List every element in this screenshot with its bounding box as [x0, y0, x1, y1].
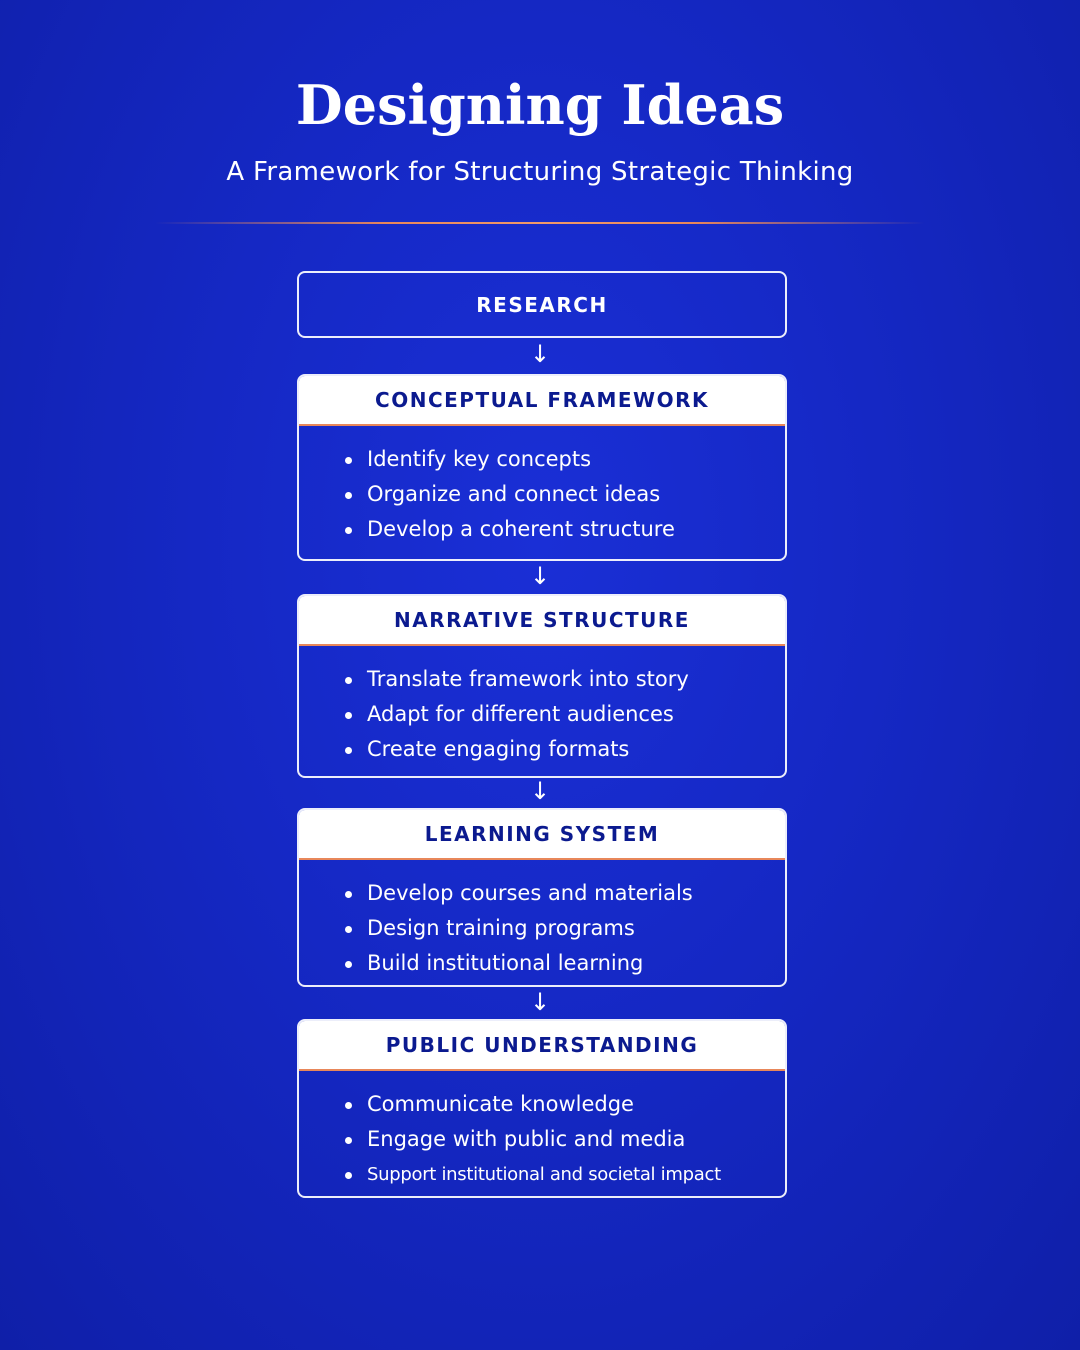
arrow-down-icon: ↓ — [529, 340, 551, 368]
research-label: RESEARCH — [476, 292, 608, 317]
stage-list — [299, 1071, 785, 1192]
stage-title: CONCEPTUAL FRAMEWORK — [299, 376, 785, 426]
stage-box-learning-system — [297, 808, 787, 987]
title-divider — [155, 222, 925, 224]
list-item: Build institutional learning — [345, 946, 785, 981]
stage-list — [299, 646, 785, 767]
stage-list — [299, 860, 785, 981]
stage-title: PUBLIC UNDERSTANDING — [299, 1021, 785, 1071]
research-box — [297, 271, 787, 338]
list-item: Support institutional and societal impact — [345, 1157, 785, 1192]
stage-title: LEARNING SYSTEM — [299, 810, 785, 860]
stage-box-public-understanding — [297, 1019, 787, 1198]
list-item: Identify key concepts — [345, 442, 785, 477]
arrow-down-icon: ↓ — [529, 988, 551, 1016]
stage-list — [299, 426, 785, 547]
page-title: Designing Ideas — [295, 73, 785, 137]
arrow-down-icon: ↓ — [529, 777, 551, 805]
list-item: Design training programs — [345, 911, 785, 946]
list-item: Develop courses and materials — [345, 876, 785, 911]
arrow-down-icon: ↓ — [529, 562, 551, 590]
list-item: Adapt for different audiences — [345, 697, 785, 732]
stage-box-narrative-structure — [297, 594, 787, 778]
list-item: Create engaging formats — [345, 732, 785, 767]
stage-box-conceptual-framework — [297, 374, 787, 561]
list-item: Communicate knowledge — [345, 1087, 785, 1122]
list-item: Translate framework into story — [345, 662, 785, 697]
list-item: Engage with public and media — [345, 1122, 785, 1157]
stage-title: NARRATIVE STRUCTURE — [299, 596, 785, 646]
list-item: Organize and connect ideas — [345, 477, 785, 512]
list-item: Develop a coherent structure — [345, 512, 785, 547]
page-subtitle: A Framework for Structuring Strategic Thinking — [226, 157, 854, 187]
